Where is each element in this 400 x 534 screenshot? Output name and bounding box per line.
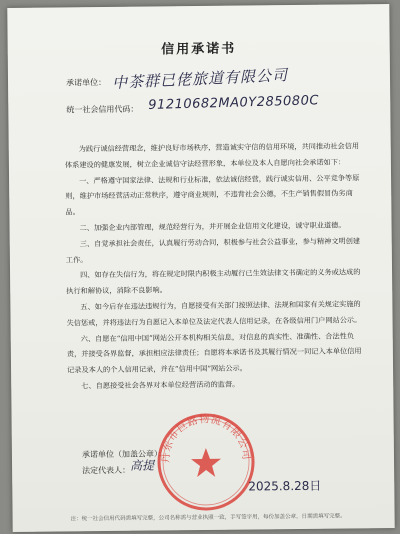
company-seal xyxy=(153,409,258,514)
unit-label: 承诺单位： xyxy=(66,77,107,88)
footnote: 注：统一社会信用代码需填写完整，公司名称需与营业执照一致，手写签字用，每份加盖公章，日期需填写完整。 xyxy=(70,513,346,523)
legal-rep-signature: 高提 xyxy=(129,458,155,473)
paragraph-3: 三、自觉承担社会责任，认真履行劳动合同，积极参与社会公益事业，参与精神文明创建工作。 xyxy=(65,236,361,264)
seal-text: 丹东市巨路物流有限公司 xyxy=(160,414,252,464)
paragraph-intro: 为践行诚信经营理念，维护良好市场秩序，营造诚实守信的信用环境，共同推动社会信用体系建设的健康发展，树立企业诚信守法经营形象，本单位及本人自愿向社会承诺如下： xyxy=(64,141,360,170)
signing-date: 2025.8.28日 xyxy=(248,478,322,494)
unit-seal-label: 承诺单位（加盖公章）： xyxy=(81,449,166,460)
document-title: 信用承诺书 xyxy=(161,41,237,58)
commitment-body xyxy=(65,138,368,394)
unit-field xyxy=(66,77,106,88)
commitment-document xyxy=(7,4,394,532)
credit-code-handwritten: 91210682MA0Y285080C xyxy=(148,93,320,114)
credit-code-label: 统一社会信用代码： xyxy=(66,104,139,115)
paragraph-7: 七、自愿接受社会各界对本单位经营活动的监督。 xyxy=(81,379,240,391)
credit-code-field xyxy=(66,104,138,116)
unit-name-handwritten: 中茶群已佬旅道有限公司 xyxy=(111,66,289,92)
paragraph-6: 六、自愿在“信用中国”网站公开本机构相关信息，对信息的真实性、准确性、合法性负责，并接受各界监督，承担相应法律责任；自愿将本承诺书及其履行情况一同记入本单位信用记录及本人的个人信用记录，并在“信用中国”网站公示。 xyxy=(66,330,362,375)
seal-star-icon xyxy=(191,448,221,477)
legal-rep-label: 法定代表人： xyxy=(82,465,131,476)
paragraph-4: 四、如存在失信行为，将在规定时限内积极主动履行已生效法律文书确定的义务或达成的执行和解协议，消除不良影响。 xyxy=(66,267,361,296)
paragraph-5: 五、如今后存在违法违规行为，自愿接受有关部门按照法律、法规和国家有关规定实施的失信惩戒，并将违法行为自愿记入本单位及法定代表人信用记录，在各级信用门户网站公示。 xyxy=(66,299,362,328)
paragraph-1: 一、严格遵守国家法律、法规和行业标准，依法诚信经营，践行诚实信用、公平竞争等原则，维护市场经营活动正常秩序，遵守商业规则，不违背社会公德，不生产销售假冒伪劣商品。 xyxy=(65,172,360,217)
paragraph-2: 二、加强企业内部管理，规范经营行为，并开展企业信用文化建设，诚守职业道德。 xyxy=(79,220,346,233)
